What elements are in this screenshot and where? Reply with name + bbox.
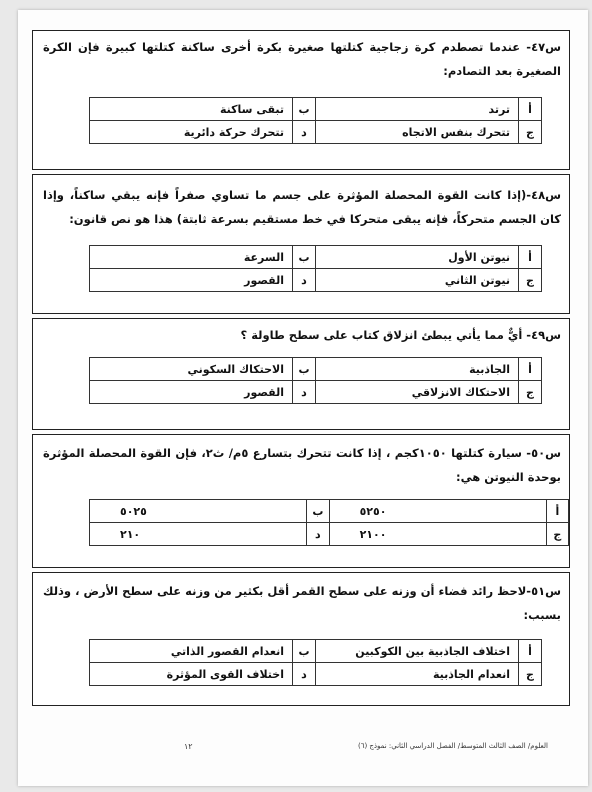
option-c[interactable]: انعدام الجاذبية [316,663,519,686]
question-text: س٤٧- عندما تصطدم كرة زجاجية كتلتها صغيرة بكرة أخرى ساكنة كتلتها كبيرة فإن الكرة الصغيرة بعد التصادم: [43,40,561,78]
option-letter: د [293,269,316,292]
option-b[interactable]: تبقى ساكنة [90,98,293,121]
option-letter: ج [546,523,568,546]
option-letter: د [307,523,329,546]
option-d[interactable]: القصور [90,269,293,292]
question-text: س٤٩- أيٌّ مما يأتي يبطئ انزلاق كتاب على سطح طاولة ؟ [240,328,561,342]
option-letter: أ [519,358,542,381]
option-letter: أ [519,98,542,121]
question-50 [32,434,570,568]
options-table [89,357,542,404]
option-d[interactable]: تتحرك حركة دائرية [90,121,293,144]
option-letter: ب [293,358,316,381]
option-letter: ب [293,640,316,663]
option-b[interactable]: الاحتكاك السكوني [90,358,293,381]
option-b[interactable]: السرعة [90,246,293,269]
question-text: س٥٠- سيارة كتلتها ١٠٥٠كجم ، إذا كانت تتحرك بتسارع ٥م/ ث٢، فإن القوة المحصلة المؤثرة بوحدة النيوتن هي: [43,446,562,484]
page-number: ١٢ [184,742,193,751]
option-b[interactable]: انعدام القصور الذاتي [90,640,293,663]
options-table [89,245,542,292]
question-51 [32,572,570,706]
exam-page [18,10,588,786]
option-c[interactable]: ٢١٠٠ [329,523,546,546]
option-letter: ب [293,98,316,121]
option-d[interactable]: القصور [90,381,293,404]
option-a[interactable]: اختلاف الجاذبية بين الكوكبين [316,640,519,663]
option-letter: أ [546,500,568,523]
option-b[interactable]: ٥٠٢٥ [90,500,307,523]
question-48 [32,174,570,314]
option-d[interactable]: اختلاف القوى المؤثرة [90,663,293,686]
option-letter: ج [519,121,542,144]
option-letter: ج [519,381,542,404]
option-c[interactable]: تتحرك بنفس الاتجاه [316,121,519,144]
footer-subject-line: العلوم/ الصف الثالث المتوسط/ الفصل الدراسي الثاني: نموذج (٦) [357,742,548,750]
option-a[interactable]: ٥٢٥٠ [329,500,546,523]
option-letter: د [293,121,316,144]
option-letter: أ [519,640,542,663]
options-table [89,639,542,686]
option-letter: ب [307,500,329,523]
option-letter: د [293,381,316,404]
option-a[interactable]: ترتد [316,98,519,121]
option-d[interactable]: ٢١٠ [90,523,307,546]
question-49 [32,318,570,430]
question-text: س٥١-لاحظ رائد فضاء أن وزنه على سطح القمر أقل بكثير من وزنه على سطح الأرض ، وذلك بسبب: [43,584,561,622]
option-a[interactable]: الجاذبية [316,358,519,381]
options-table [89,499,569,546]
option-letter: د [293,663,316,686]
option-c[interactable]: نيوتن الثاني [316,269,519,292]
option-letter: ج [519,663,542,686]
option-letter: ب [293,246,316,269]
question-47 [32,30,570,170]
option-letter: ج [519,269,542,292]
option-a[interactable]: نيوتن الأول [316,246,519,269]
options-table [89,97,542,144]
option-letter: أ [519,246,542,269]
option-c[interactable]: الاحتكاك الانزلاقي [316,381,519,404]
question-text: س٤٨-(إذا كانت القوة المحصلة المؤثرة على جسم ما تساوي صفراً فإنه يبقي ساكناً، وإذا كان الجسم متحركاً، فإنه يبقى متحركا في خط مستقيم بسرعة ثابتة) هذا هو نص قانون: [43,188,561,226]
